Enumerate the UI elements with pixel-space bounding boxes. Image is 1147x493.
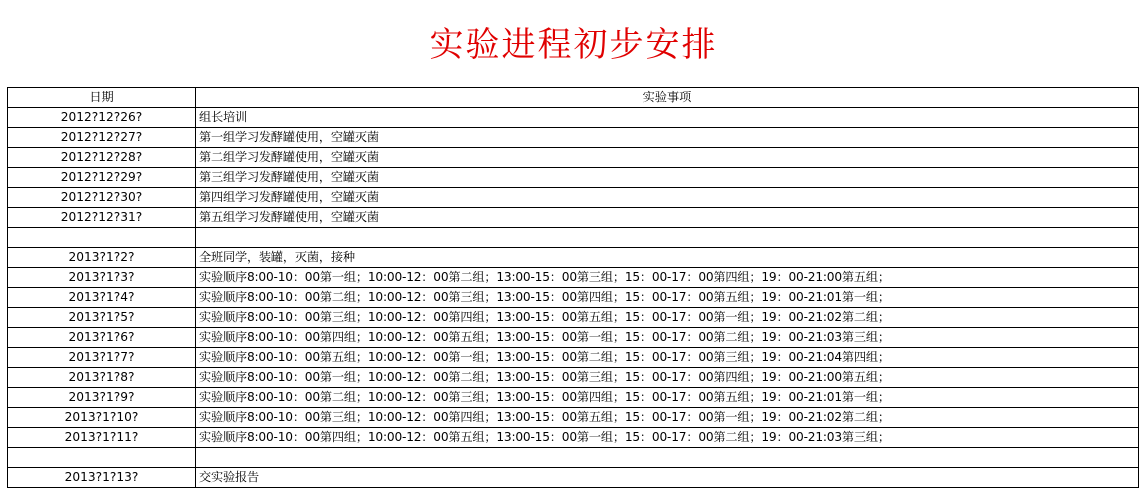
date-cell[interactable]: 2013?1?10? xyxy=(8,408,196,428)
item-cell[interactable] xyxy=(196,448,1139,468)
date-cell[interactable] xyxy=(8,448,196,468)
item-cell[interactable]: 实验顺序8:00-10：00第三组；10:00-12：00第四组；13:00-15：00第五组；15：00-17：00第一组；19：00-21:02第二组； xyxy=(196,308,1139,328)
item-cell[interactable]: 实验顺序8:00-10：00第一组；10:00-12：00第二组；13:00-15：00第三组；15：00-17：00第四组；19：00-21:00第五组； xyxy=(196,368,1139,388)
table-row xyxy=(8,148,1139,168)
page-title: 实验进程初步安排 xyxy=(429,25,718,65)
item-cell[interactable]: 实验顺序8:00-10：00第四组；10:00-12：00第五组；13:00-15：00第一组；15：00-17：00第二组；19：00-21:03第三组； xyxy=(196,328,1139,348)
table-row xyxy=(8,248,1139,268)
table-row xyxy=(8,188,1139,208)
item-cell[interactable]: 第二组学习发酵罐使用，空罐灭菌 xyxy=(196,148,1139,168)
item-cell[interactable]: 组长培训 xyxy=(196,108,1139,128)
table-row xyxy=(8,408,1139,428)
date-cell[interactable]: 2013?1?7? xyxy=(8,348,196,368)
item-cell[interactable]: 实验顺序8:00-10：00第五组；10:00-12：00第一组；13:00-15：00第二组；15：00-17：00第三组；19：00-21:04第四组； xyxy=(196,348,1139,368)
schedule-rows xyxy=(8,108,1139,488)
schedule-table xyxy=(7,87,1139,488)
date-cell[interactable]: 2012?12?27? xyxy=(8,128,196,148)
table-row xyxy=(8,368,1139,388)
table-row xyxy=(8,388,1139,408)
item-cell[interactable]: 交实验报告 xyxy=(196,468,1139,488)
column-header-item: 实验事项 xyxy=(196,88,1139,108)
table-row xyxy=(8,288,1139,308)
item-cell[interactable]: 第一组学习发酵罐使用，空罐灭菌 xyxy=(196,128,1139,148)
date-cell[interactable] xyxy=(8,228,196,248)
table-row xyxy=(8,428,1139,448)
date-cell[interactable]: 2013?1?11? xyxy=(8,428,196,448)
date-cell[interactable]: 2013?1?6? xyxy=(8,328,196,348)
table-row xyxy=(8,448,1139,468)
item-cell[interactable]: 实验顺序8:00-10：00第三组；10:00-12：00第四组；13:00-15：00第五组；15：00-17：00第一组；19：00-21:02第二组； xyxy=(196,408,1139,428)
date-cell[interactable]: 2012?12?28? xyxy=(8,148,196,168)
table-row xyxy=(8,308,1139,328)
item-cell[interactable]: 实验顺序8:00-10：00第一组；10:00-12：00第二组；13:00-15：00第三组；15：00-17：00第四组；19：00-21:00第五组； xyxy=(196,268,1139,288)
item-cell[interactable]: 第四组学习发酵罐使用，空罐灭菌 xyxy=(196,188,1139,208)
table-row xyxy=(8,128,1139,148)
date-cell[interactable]: 2013?1?3? xyxy=(8,268,196,288)
item-cell[interactable]: 实验顺序8:00-10：00第四组；10:00-12：00第五组；13:00-15：00第一组；15：00-17：00第二组；19：00-21:03第三组； xyxy=(196,428,1139,448)
table-row xyxy=(8,208,1139,228)
date-cell[interactable]: 2012?12?29? xyxy=(8,168,196,188)
date-cell[interactable]: 2012?12?30? xyxy=(8,188,196,208)
table-row xyxy=(8,328,1139,348)
header-row xyxy=(8,88,1139,108)
item-cell[interactable]: 实验顺序8:00-10：00第二组；10:00-12：00第三组；13:00-15：00第四组；15：00-17：00第五组；19：00-21:01第一组； xyxy=(196,288,1139,308)
item-cell[interactable]: 全班同学，装罐，灭菌，接种 xyxy=(196,248,1139,268)
table-row xyxy=(8,108,1139,128)
date-cell[interactable]: 2013?1?8? xyxy=(8,368,196,388)
date-cell[interactable]: 2013?1?9? xyxy=(8,388,196,408)
date-cell[interactable]: 2013?1?4? xyxy=(8,288,196,308)
date-cell[interactable]: 2012?12?31? xyxy=(8,208,196,228)
item-cell[interactable]: 实验顺序8:00-10：00第二组；10:00-12：00第三组；13:00-15：00第四组；15：00-17：00第五组；19：00-21:01第一组； xyxy=(196,388,1139,408)
table-row xyxy=(8,268,1139,288)
table-row xyxy=(8,468,1139,488)
date-cell[interactable]: 2012?12?26? xyxy=(8,108,196,128)
table-row xyxy=(8,168,1139,188)
table-row xyxy=(8,228,1139,248)
item-cell[interactable] xyxy=(196,228,1139,248)
date-cell[interactable]: 2013?1?13? xyxy=(8,468,196,488)
item-cell[interactable]: 第五组学习发酵罐使用，空罐灭菌 xyxy=(196,208,1139,228)
column-header-date: 日期 xyxy=(8,88,196,108)
date-cell[interactable]: 2013?1?2? xyxy=(8,248,196,268)
item-cell[interactable]: 第三组学习发酵罐使用，空罐灭菌 xyxy=(196,168,1139,188)
table-row xyxy=(8,348,1139,368)
date-cell[interactable]: 2013?1?5? xyxy=(8,308,196,328)
